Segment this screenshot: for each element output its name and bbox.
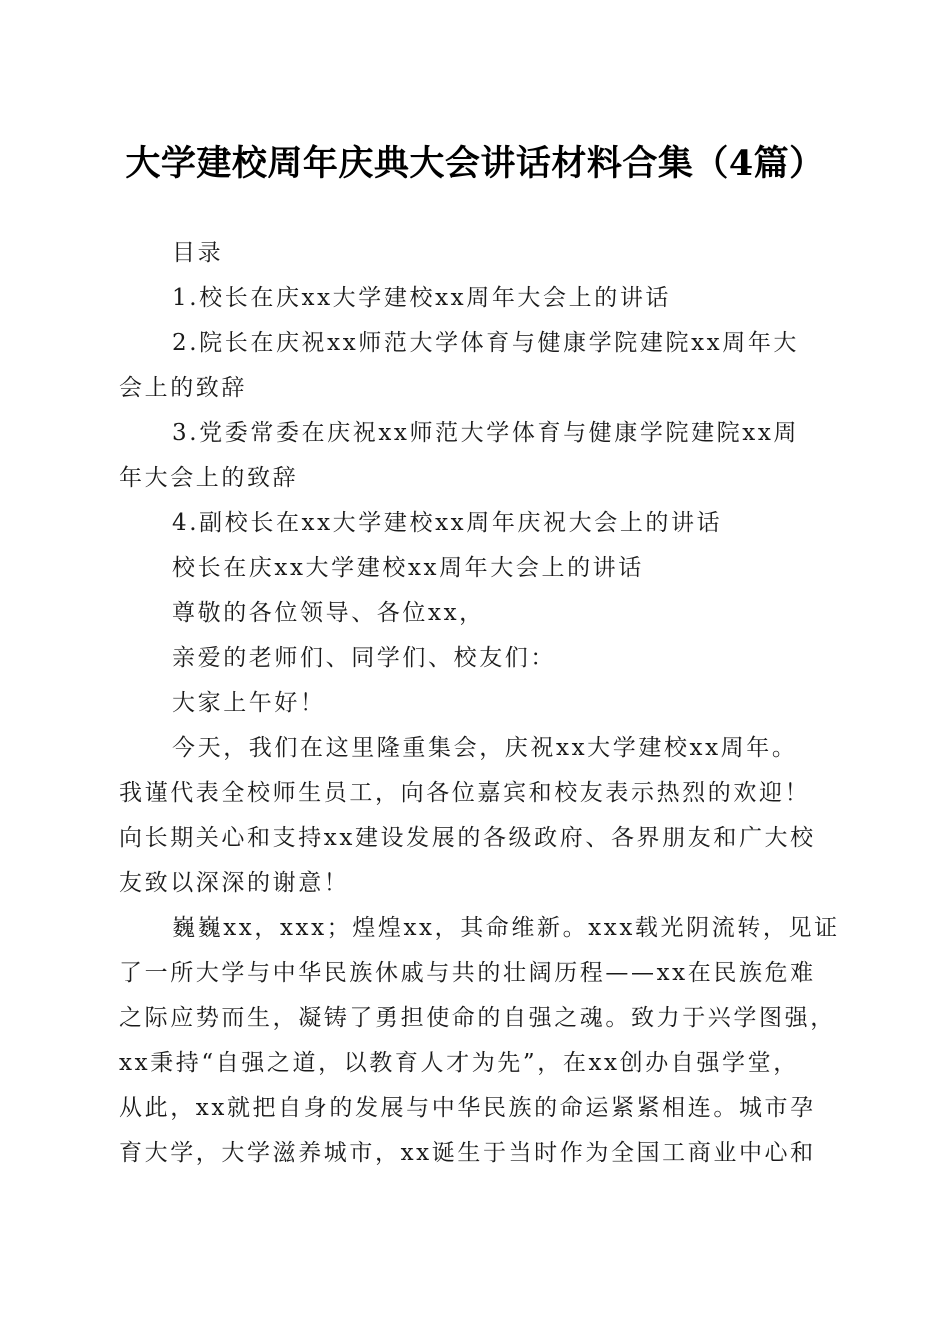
toc-item-2: 2.院长在庆祝xx师范大学体育与健康学院建院xx周年大 xyxy=(172,330,800,356)
paragraph-2-line-5: 从此，xx就把自身的发展与中华民族的命运紧紧相连。城市孕 xyxy=(119,1095,816,1121)
toc-item-3: 3.党委常委在庆祝xx师范大学体育与健康学院建院xx周 xyxy=(172,420,800,446)
paragraph-1-line-2: 我谨代表全校师生员工，向各位嘉宾和校友表示热烈的欢迎！ xyxy=(119,780,811,806)
toc-item-2-continued: 会上的致辞 xyxy=(119,375,247,401)
toc-item-4: 4.副校长在xx大学建校xx周年庆祝大会上的讲话 xyxy=(172,510,723,536)
section-heading: 校长在庆xx大学建校xx周年大会上的讲话 xyxy=(172,555,644,581)
paragraph-1-line-1: 今天，我们在这里隆重集会，庆祝xx大学建校xx周年。 xyxy=(172,735,798,761)
paragraph-1-line-3: 向长期关心和支持xx建设发展的各级政府、各界朋友和广大校 xyxy=(119,825,816,851)
salutation-line-1: 尊敬的各位领导、各位xx， xyxy=(172,600,485,626)
toc-item-1: 1.校长在庆xx大学建校xx周年大会上的讲话 xyxy=(172,285,672,311)
paragraph-2-line-3: 之际应势而生，凝铸了勇担使命的自强之魂。致力于兴学图强， xyxy=(119,1005,836,1031)
paragraph-2-line-2: 了一所大学与中华民族休戚与共的壮阔历程——xx在民族危难 xyxy=(119,960,816,986)
document-body xyxy=(119,231,840,1176)
paragraph-2-line-6: 育大学，大学滋养城市，xx诞生于当时作为全国工商业中心和 xyxy=(119,1140,816,1166)
paragraph-1-line-4: 友致以深深的谢意！ xyxy=(119,870,350,896)
document-title: 大学建校周年庆典大会讲话材料合集（4篇） xyxy=(125,143,825,184)
paragraph-2-line-4: xx秉持“自强之道，以教育人才为先”，在xx创办自强学堂， xyxy=(119,1050,799,1076)
paragraph-2-line-1: 巍巍xx，xxx；煌煌xx，其命维新。xxx载光阴流转，见证 xyxy=(172,915,840,941)
salutation-line-2: 亲爱的老师们、同学们、校友们： xyxy=(172,645,556,671)
toc-heading: 目录 xyxy=(172,240,224,266)
greeting: 大家上午好！ xyxy=(172,690,326,716)
toc-item-3-continued: 年大会上的致辞 xyxy=(119,465,299,491)
